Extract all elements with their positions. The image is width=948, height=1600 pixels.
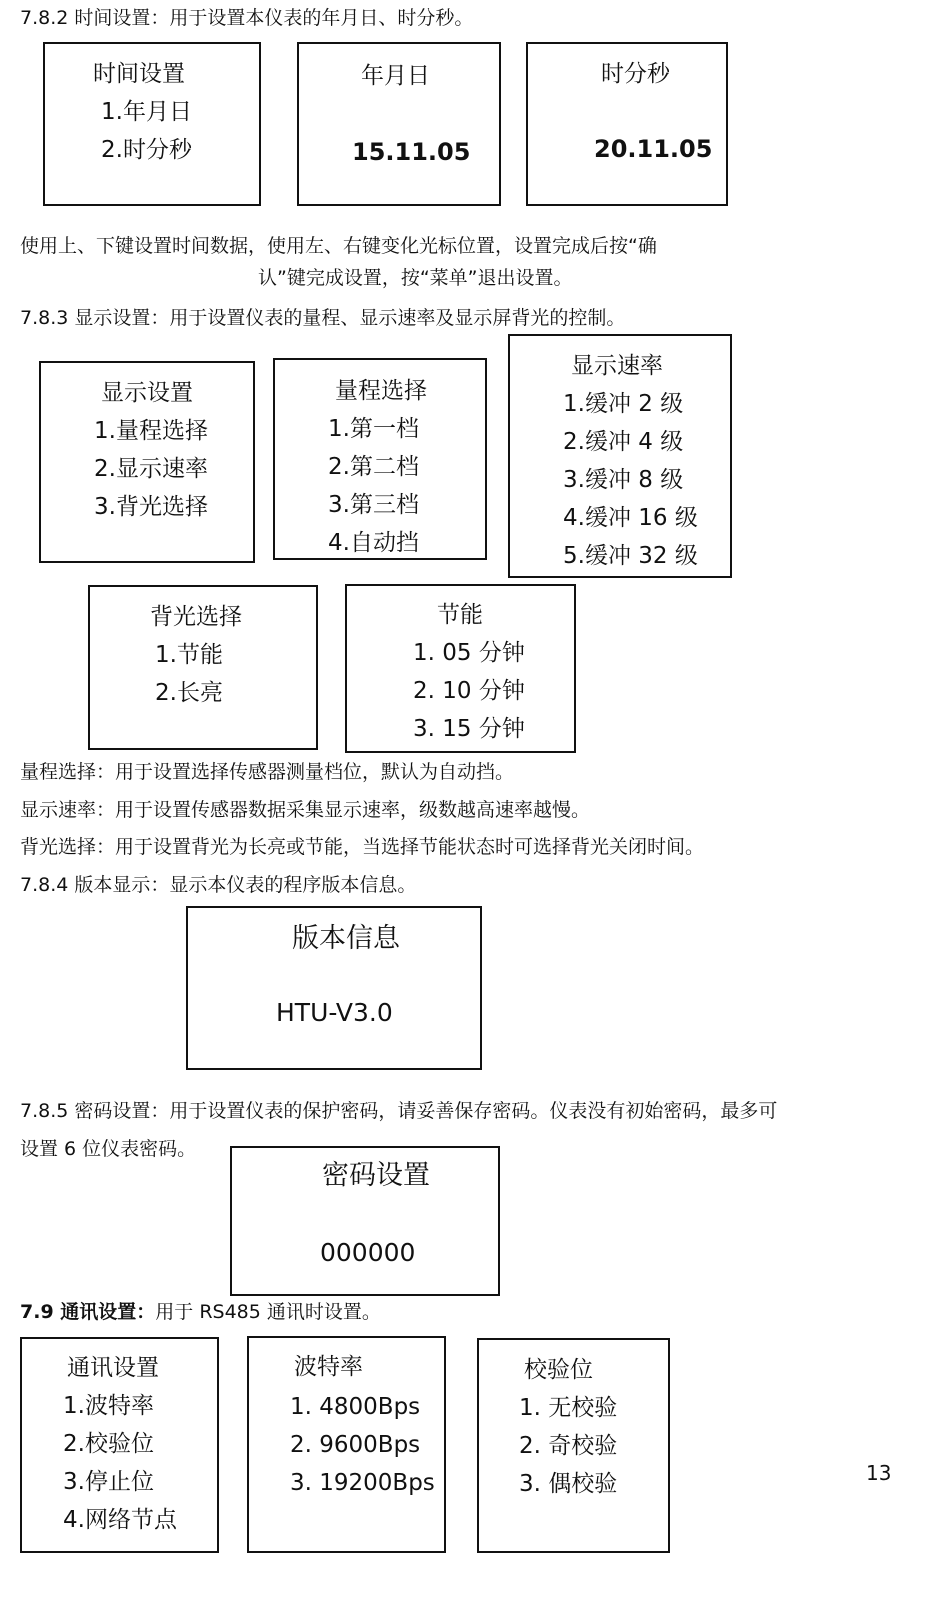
clock-screen-box [526,42,728,206]
menu-item: 4.自动挡 [328,530,419,556]
menu-item: 2. 10 分钟 [413,678,525,704]
time-settings-description-line-1: 使用上、下键设置时间数据，使用左、右键变化光标位置，设置完成后按“确 [20,235,657,257]
date-value: 15.11.05 [352,138,471,166]
backlight-select-menu-box [88,585,318,750]
version-value: HTU-V3.0 [276,998,393,1027]
menu-title: 量程选择 [335,378,427,404]
menu-item: 3.缓冲 8 级 [563,467,684,493]
version-info-box [186,906,482,1070]
menu-item: 3.停止位 [63,1469,154,1495]
section-7-9-heading-bold: 7.9 通讯设置： [20,1301,156,1323]
menu-item: 5.缓冲 32 级 [563,543,698,569]
password-settings-box [230,1146,500,1296]
comm-settings-menu-box [20,1337,219,1553]
baud-rate-menu-box [247,1336,446,1553]
range-select-note: 量程选择：用于设置选择传感器测量档位，默认为自动挡。 [20,761,515,783]
menu-title: 背光选择 [150,604,242,630]
menu-item: 2. 奇校验 [519,1433,618,1459]
menu-item: 2.显示速率 [94,456,208,482]
range-select-menu-box [273,358,487,560]
date-screen-box [297,42,501,206]
menu-title: 通讯设置 [67,1355,159,1381]
menu-item: 2.校验位 [63,1431,154,1457]
section-7-8-5-heading-line-1: 7.8.5 密码设置：用于设置仪表的保护密码，请妥善保存密码。仪表没有初始密码，最多可 [20,1100,778,1122]
menu-item: 1.年月日 [101,99,192,125]
menu-item: 2. 9600Bps [290,1432,421,1458]
screen-title: 密码设置 [322,1160,430,1191]
time-settings-menu-box [43,42,261,206]
menu-item: 3. 偶校验 [519,1471,618,1497]
display-rate-note: 显示速率：用于设置传感器数据采集显示速率，级数越高速率越慢。 [20,799,591,821]
menu-item: 3. 15 分钟 [413,716,525,742]
menu-item: 3. 19200Bps [290,1470,435,1496]
screen-title: 时分秒 [601,61,670,87]
menu-item: 2.长亮 [155,680,223,706]
section-7-8-4-heading: 7.8.4 版本显示：显示本仪表的程序版本信息。 [20,874,417,896]
menu-item: 1.第一档 [328,416,419,442]
menu-item: 1.节能 [155,642,223,668]
menu-item: 1.波特率 [63,1393,154,1419]
menu-item: 1. 05 分钟 [413,640,525,666]
backlight-select-note: 背光选择：用于设置背光为长亮或节能，当选择节能状态时可选择背光关闭时间。 [20,836,705,858]
password-value: 000000 [320,1238,416,1267]
screen-title: 版本信息 [292,923,400,954]
section-7-9-heading-rest: 用于 RS485 通讯时设置。 [155,1301,381,1323]
menu-title: 校验位 [524,1357,593,1383]
menu-item: 2.时分秒 [101,137,192,163]
menu-item: 2.缓冲 4 级 [563,429,684,455]
display-settings-menu-box [39,361,255,563]
menu-item: 2.第二档 [328,454,419,480]
menu-title: 显示设置 [101,380,193,406]
section-7-8-2-heading: 7.8.2 时间设置：用于设置本仪表的年月日、时分秒。 [20,7,474,29]
menu-item: 1. 无校验 [519,1395,618,1421]
clock-value: 20.11.05 [594,135,713,163]
menu-title: 节能 [437,602,483,628]
parity-bit-menu-box [477,1338,670,1553]
menu-item: 1.缓冲 2 级 [563,391,684,417]
menu-item: 1. 4800Bps [290,1394,421,1420]
section-7-8-5-heading-line-2: 设置 6 位仪表密码。 [20,1138,197,1160]
display-rate-menu-box [508,334,732,578]
menu-title: 波特率 [294,1354,363,1380]
menu-title: 显示速率 [571,353,663,379]
menu-item: 4.缓冲 16 级 [563,505,698,531]
screen-title: 年月日 [361,63,430,89]
page-number: 13 [866,1461,892,1485]
menu-item: 4.网络节点 [63,1507,177,1533]
menu-item: 3.第三档 [328,492,419,518]
time-settings-description-line-2: 认”键完成设置，按“菜单”退出设置。 [258,267,573,289]
menu-item: 1.量程选择 [94,418,208,444]
menu-title: 时间设置 [93,61,185,87]
section-7-9-heading [20,1300,381,1324]
section-7-8-3-heading: 7.8.3 显示设置：用于设置仪表的量程、显示速率及显示屏背光的控制。 [20,307,626,329]
menu-item: 3.背光选择 [94,494,208,520]
energy-saving-menu-box [345,584,576,753]
